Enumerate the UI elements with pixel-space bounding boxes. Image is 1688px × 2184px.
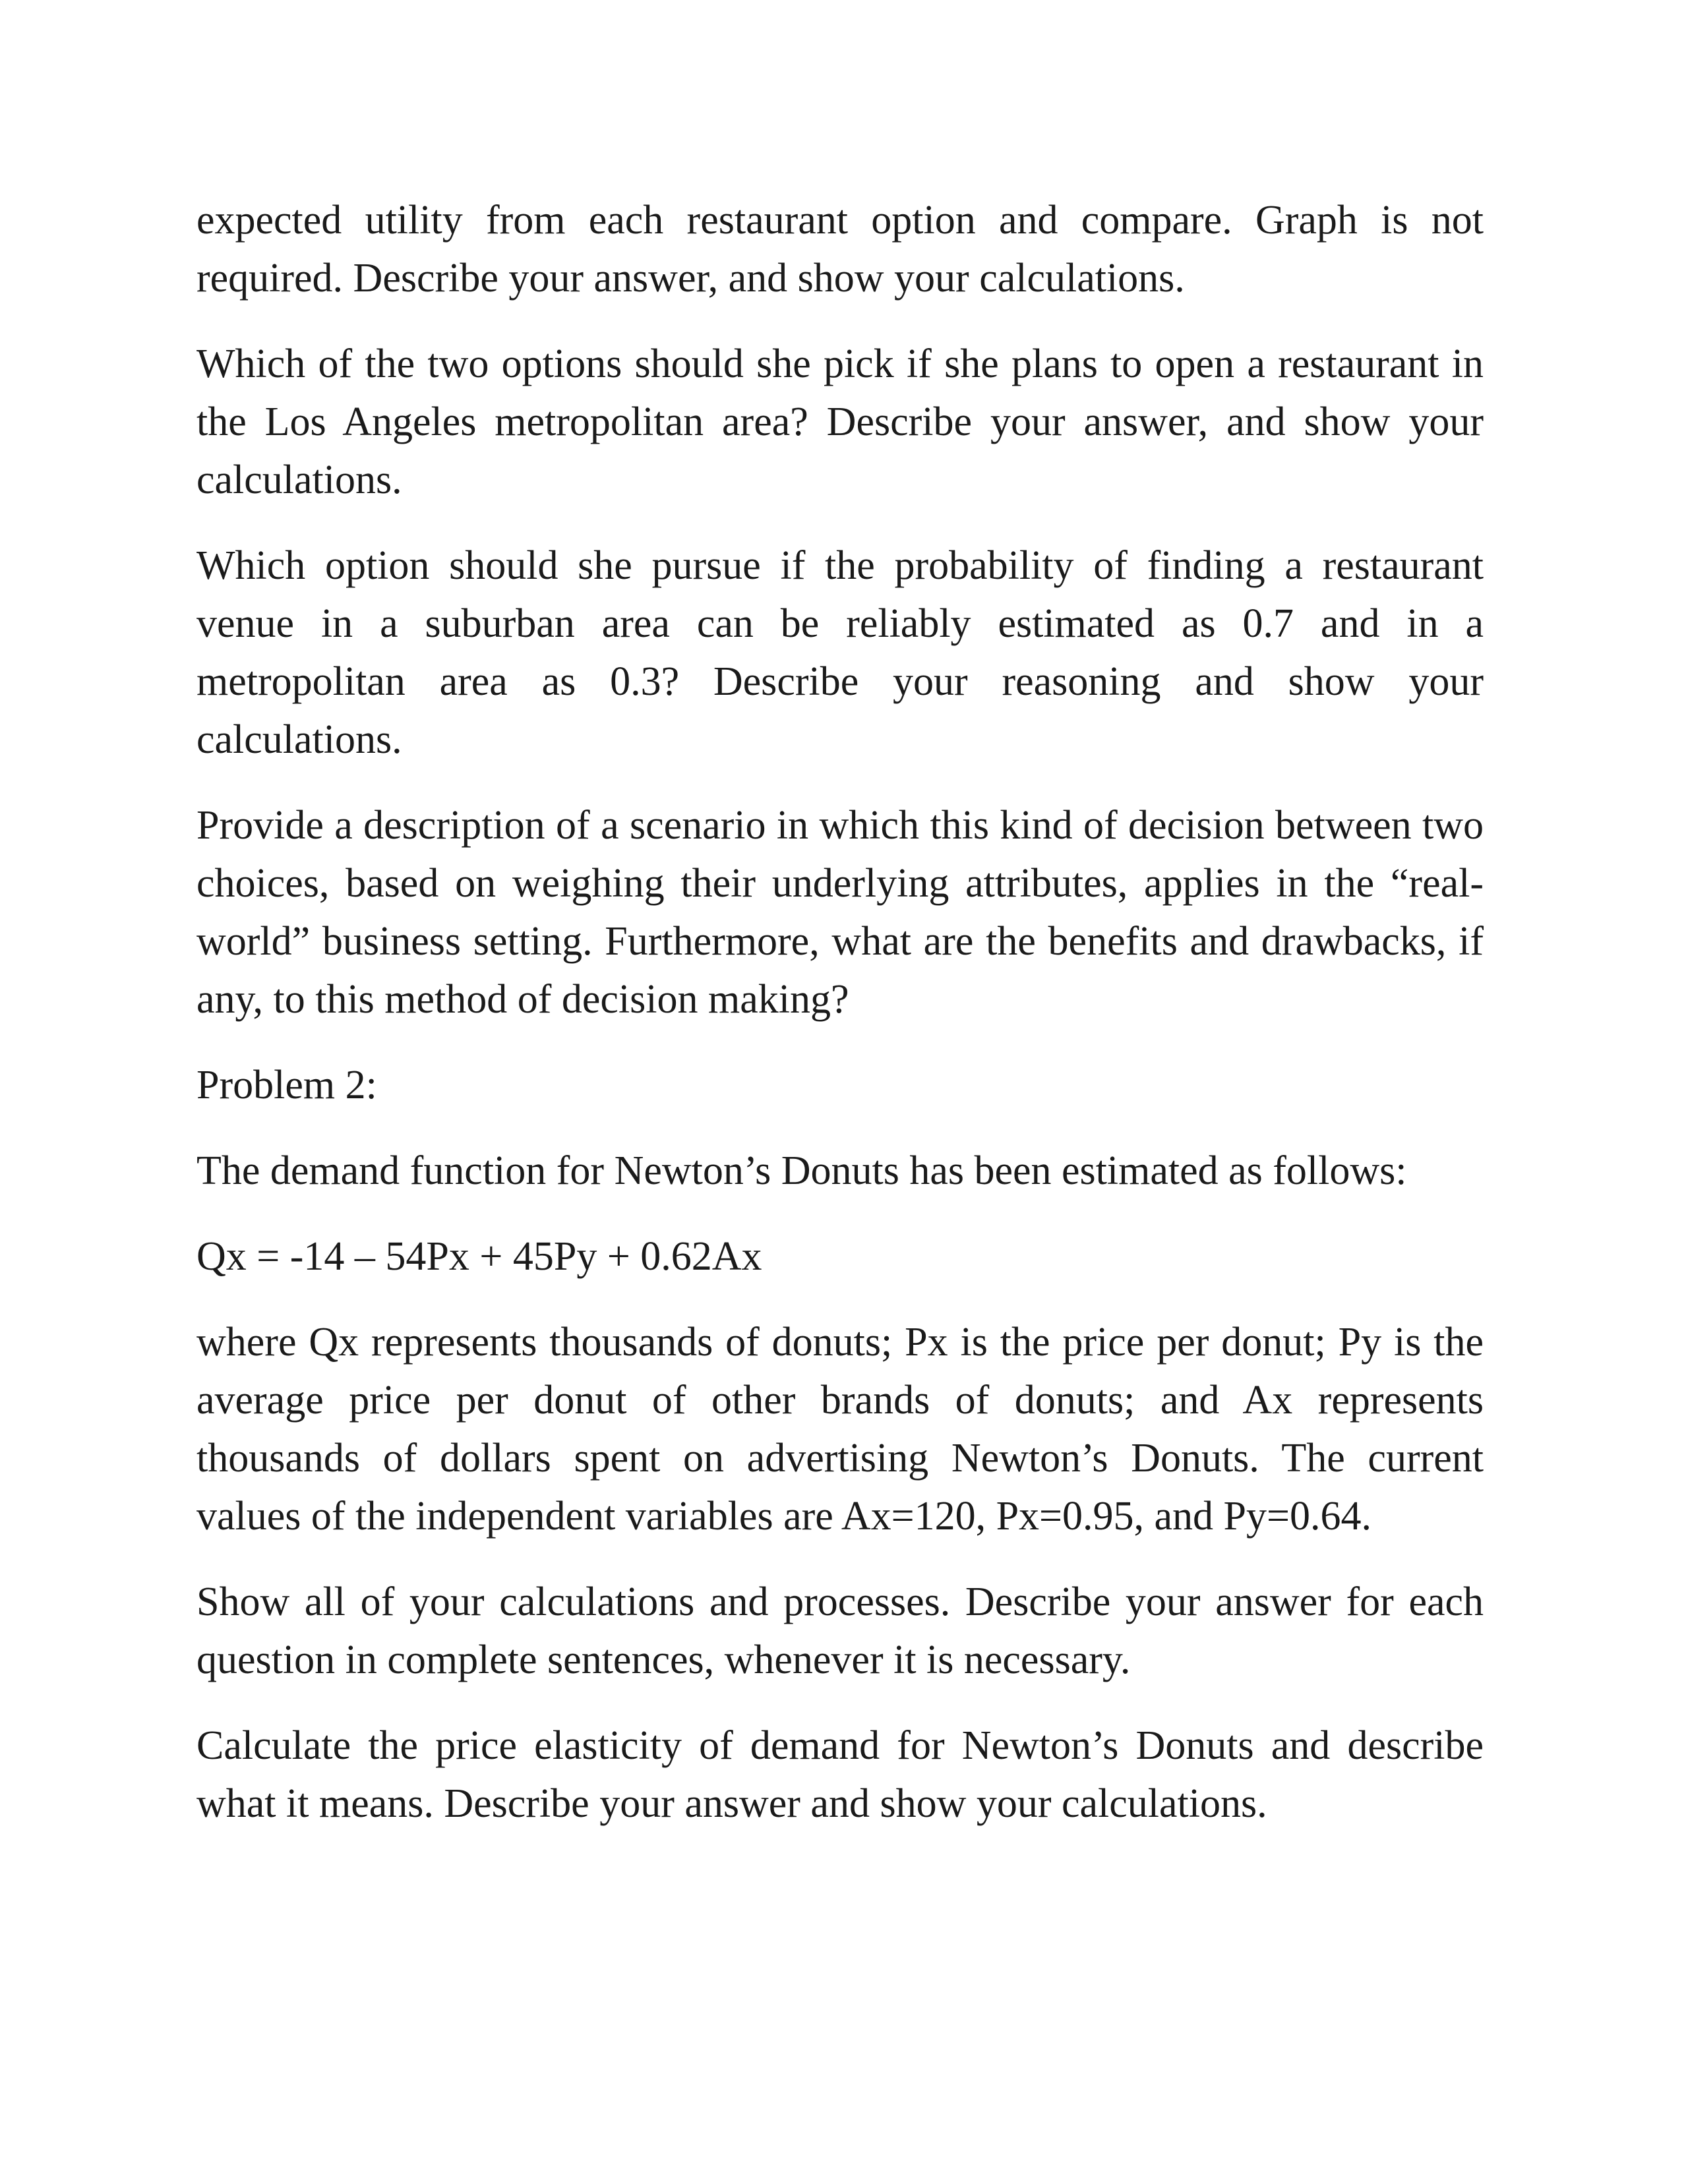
paragraph-price-elasticity-question: Calculate the price elasticity of demand for Newton’s Donuts and describe what it means. Describe your answer and show your calculations. <box>196 1723 1484 1826</box>
demand-equation: Qx = -14 – 54Px + 45Py + 0.62Ax <box>196 1234 762 1279</box>
paragraph-demand-function-intro: The demand function for Newton’s Donuts has been estimated as follows: <box>196 1148 1407 1193</box>
paragraph-expected-utility: expected utility from each restaurant option and compare. Graph is not required. Describe your answer, and show your calculations. <box>196 198 1484 301</box>
paragraph-variable-definitions: where Qx represents thousands of donuts; Px is the price per donut; Py is the average price per donut of other brands of donuts; and Ax represents thousands of dollars spent on advertising Newton’s Donuts. The current values of the independent variables are Ax=120, Px=0.95, and Py=0.64. <box>196 1320 1484 1539</box>
paragraph-probability-question: Which option should she pursue if the probability of finding a restaurant venue in a suburban area can be reliably estimated as 0.7 and in a metropolitan area as 0.3? Describe your reasoning and show your calculations. <box>196 543 1484 762</box>
paragraph-instructions: Show all of your calculations and processes. Describe your answer for each question in complete sentences, whenever it is necessary. <box>196 1579 1484 1682</box>
problem-2-heading: Problem 2: <box>196 1063 377 1107</box>
paragraph-los-angeles-question: Which of the two options should she pick if she plans to open a restaurant in the Los Angeles metropolitan area? Describe your answer, and show your calculations. <box>196 341 1484 502</box>
paragraph-real-world-scenario: Provide a description of a scenario in which this kind of decision between two choices, based on weighing their underlying attributes, applies in the “real-world” business setting. Furthermore, what are the benefits and drawbacks, if any, to this method of decision making? <box>196 803 1484 1022</box>
document-body <box>196 191 1484 1860</box>
